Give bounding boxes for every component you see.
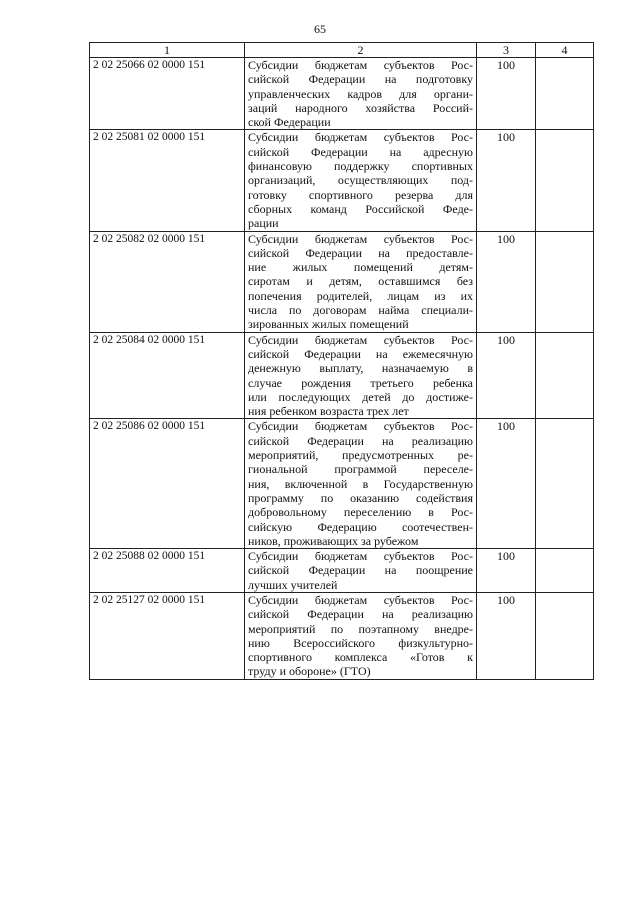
header-col-3: 3 [477, 43, 536, 58]
revenue-name-line: Субсидии бюджетам субъектов Рос- [248, 231, 473, 246]
revenue-name-cell [245, 58, 477, 130]
revenue-name-line: ние жилых помещений детям- [248, 260, 473, 275]
revenue-name-line: сиротам и детям, оставшимся без [248, 274, 473, 289]
revenue-name-line: Субсидии бюджетам субъектов Рос- [248, 419, 473, 434]
revenue-name-line: рации [248, 216, 279, 231]
revenue-name-line: сийской Федерации на ежемесячную [248, 346, 473, 361]
percent-cell: 100 [477, 592, 536, 679]
revenue-name-line: ния ребенком возраста трех лет [248, 404, 409, 419]
header-col-2: 2 [245, 43, 477, 58]
column-4-cell [536, 231, 594, 332]
column-4-cell [536, 332, 594, 419]
revenue-name-line: сийской Федерации на подготовку [248, 72, 473, 87]
revenue-name-line: денежную выплату, назначаемую в [248, 361, 473, 376]
revenue-name-line: финансовую поддержку спортивных [248, 159, 473, 174]
column-4-cell [536, 592, 594, 679]
budget-code-cell: 2 02 25086 02 0000 151 [90, 419, 245, 549]
revenue-name-line: нию Всероссийского физкультурно- [248, 635, 473, 650]
revenue-name-line: попечения родителей, лицам из их [248, 288, 473, 303]
revenue-name-line: сийскую Федерацию соотечествен- [248, 519, 473, 534]
percent-cell: 100 [477, 419, 536, 549]
revenue-name-cell [245, 549, 477, 593]
budget-code-cell: 2 02 25081 02 0000 151 [90, 130, 245, 231]
revenue-name-cell [245, 130, 477, 231]
budget-code-cell: 2 02 25084 02 0000 151 [90, 332, 245, 419]
percent-cell: 100 [477, 549, 536, 593]
percent-cell: 100 [477, 332, 536, 419]
table-row [90, 592, 594, 679]
percent-cell: 100 [477, 58, 536, 130]
revenue-name-line: или последующих детей до достиже- [248, 389, 473, 404]
header-col-1: 1 [90, 43, 245, 58]
revenue-name-line: ников, проживающих за рубежом [248, 533, 419, 548]
budget-code-cell: 2 02 25082 02 0000 151 [90, 231, 245, 332]
revenue-name-line: сийской Федерации на поощрение [248, 563, 473, 578]
column-4-cell [536, 130, 594, 231]
revenue-name-line: лучших учителей [248, 577, 338, 592]
budget-table [89, 42, 594, 680]
revenue-name-line: сийской Федерации на предоставле- [248, 245, 473, 260]
percent-cell: 100 [477, 231, 536, 332]
revenue-name-line: спортивного комплекса «Готов к [248, 650, 473, 665]
table-row [90, 58, 594, 130]
budget-code-cell: 2 02 25127 02 0000 151 [90, 592, 245, 679]
revenue-name-line: сийской Федерации на реализацию [248, 607, 473, 622]
revenue-name-line: добровольному переселению в Рос- [248, 505, 473, 520]
page-number: 65 [314, 22, 326, 36]
revenue-name-line: случае рождения третьего ребенка [248, 375, 473, 390]
revenue-name-cell [245, 419, 477, 549]
revenue-name-line: готовку спортивного резерва для [248, 187, 473, 202]
revenue-name-line: мероприятий, предусмотренных ре- [248, 448, 473, 463]
revenue-name-line: заций народного хозяйства Россий- [248, 100, 473, 115]
revenue-name-line: ния, включенной в Государственную [248, 476, 473, 491]
revenue-name-line: сийской Федерации на адресную [248, 144, 473, 159]
revenue-name-line: мероприятий по поэтапному внедре- [248, 621, 473, 636]
revenue-name-line: Субсидии бюджетам субъектов Рос- [248, 58, 473, 72]
revenue-name-line: числа по договорам найма специали- [248, 303, 473, 318]
revenue-name-line: программу по оказанию содействия [248, 490, 473, 505]
revenue-name-line: Субсидии бюджетам субъектов Рос- [248, 130, 473, 145]
budget-code-cell: 2 02 25066 02 0000 151 [90, 58, 245, 130]
revenue-name-line: управленческих кадров для органи- [248, 86, 473, 101]
revenue-name-line: Субсидии бюджетам субъектов Рос- [248, 549, 473, 564]
column-4-cell [536, 549, 594, 593]
budget-code-cell: 2 02 25088 02 0000 151 [90, 549, 245, 593]
table-row [90, 419, 594, 549]
table-row [90, 231, 594, 332]
table-header-row [90, 43, 594, 58]
revenue-name-line: Субсидии бюджетам субъектов Рос- [248, 592, 473, 607]
revenue-name-line: гиональной программой переселе- [248, 462, 473, 477]
revenue-name-line: Субсидии бюджетам субъектов Рос- [248, 332, 473, 347]
percent-cell: 100 [477, 130, 536, 231]
revenue-name-line: зированных жилых помещений [248, 317, 409, 332]
revenue-name-line: организаций, осуществляющих под- [248, 173, 473, 188]
revenue-name-line: сборных команд Российской Феде- [248, 201, 473, 216]
table-row [90, 130, 594, 231]
revenue-name-line: сийской Федерации на реализацию [248, 433, 473, 448]
header-col-4: 4 [536, 43, 594, 58]
revenue-name-cell [245, 231, 477, 332]
table-body [90, 58, 594, 680]
table-row [90, 332, 594, 419]
revenue-name-line: ской Федерации [248, 115, 331, 130]
table-row [90, 549, 594, 593]
column-4-cell [536, 419, 594, 549]
revenue-name-cell [245, 332, 477, 419]
revenue-name-line: труду и обороне» (ГТО) [248, 664, 371, 679]
revenue-name-cell [245, 592, 477, 679]
column-4-cell [536, 58, 594, 130]
